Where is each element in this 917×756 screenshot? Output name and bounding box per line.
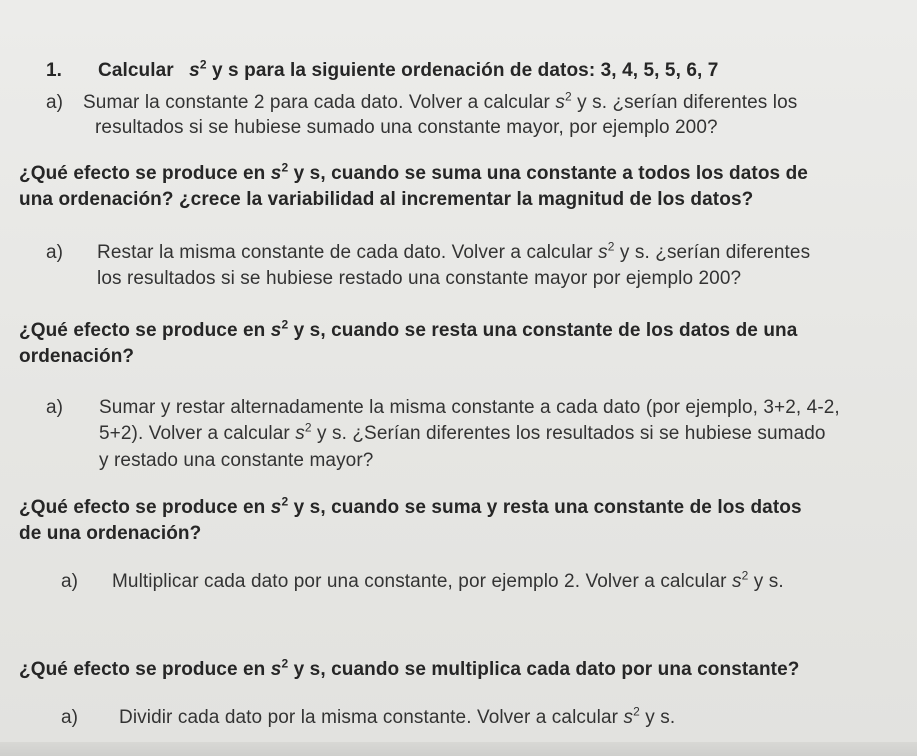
exponent: 2	[281, 160, 289, 175]
effect-3-line1	[19, 494, 802, 519]
item-text-pre: Dividir cada dato por la misma constante. Volver a calcular	[119, 707, 619, 728]
item-text-post: y s. ¿serían diferentes los	[577, 92, 798, 113]
item-label: a)	[46, 397, 64, 418]
item-text-post: y s. ¿serían diferentes	[619, 242, 811, 263]
item-label: a)	[61, 707, 79, 728]
s-symbol: s	[270, 320, 282, 341]
effect-text-pre: ¿Qué efecto se produce en	[19, 659, 266, 680]
item-text-pre: Sumar la constante 2 para cada dato. Volver a calcular	[83, 92, 550, 113]
effect-1-line1	[19, 160, 808, 185]
exponent: 2	[564, 89, 572, 104]
s-symbol: s	[270, 497, 282, 518]
s-symbol: s	[598, 242, 608, 263]
effect-text-pre: ¿Qué efecto se produce en	[19, 497, 266, 518]
item-text: Sumar y restar alternadamente la misma constante a cada dato (por ejemplo, 3+2, 4-2,	[99, 397, 840, 418]
exponent: 2	[633, 704, 640, 719]
item-a3-line2	[99, 420, 826, 445]
effect-text-post: y s, cuando se suma una constante a todos los datos de	[293, 163, 808, 184]
item-text-post: y s. ¿Serían diferentes los resultados si se hubiese sumado	[317, 423, 826, 444]
s-symbol: s	[731, 571, 742, 592]
item-label: a)	[46, 92, 64, 113]
question-text-pre: Calcular	[98, 60, 174, 81]
page-bottom-edge	[0, 742, 917, 756]
question-text-post: y s para la siguiente ordenación de datos: 3, 4, 5, 5, 6, 7	[212, 60, 719, 81]
item-a3-line1	[46, 397, 840, 419]
item-text-pre: 5+2). Volver a calcular	[99, 423, 290, 444]
item-a3-line3: y restado una constante mayor?	[99, 450, 374, 471]
exponent: 2	[741, 568, 749, 583]
item-text-pre: Multiplicar cada dato por una constante, por ejemplo 2. Volver a calcular	[112, 571, 727, 592]
item-a1-line1	[46, 89, 798, 114]
item-text-post: y s.	[645, 707, 676, 728]
item-a4-line1	[61, 568, 784, 593]
s-symbol: s	[623, 707, 634, 728]
s-symbol: s	[555, 92, 565, 113]
exponent: 2	[281, 656, 289, 671]
question-1-heading	[46, 57, 719, 82]
item-label: a)	[46, 242, 64, 263]
effect-1-line2: una ordenación? ¿crece la variabilidad al incrementar la magnitud de los datos?	[19, 189, 754, 210]
exponent: 2	[304, 420, 312, 435]
effect-4-line1	[19, 656, 800, 681]
item-a5-line1	[61, 704, 676, 729]
exponent: 2	[199, 57, 207, 72]
s-symbol: s	[295, 423, 305, 444]
s-symbol: s	[270, 659, 282, 680]
item-label: a)	[61, 571, 79, 592]
effect-2-line1	[19, 317, 798, 342]
effect-text-post: y s, cuando se suma y resta una constante de los datos	[293, 497, 802, 518]
effect-text-post: y s, cuando se resta una constante de los datos de una	[293, 320, 798, 341]
effect-text-pre: ¿Qué efecto se produce en	[19, 320, 266, 341]
item-text-post: y s.	[753, 571, 784, 592]
item-a2-line2: los resultados si se hubiese restado una constante mayor por ejemplo 200?	[97, 268, 742, 289]
s-symbol: s	[270, 163, 282, 184]
exponent: 2	[281, 494, 289, 509]
exponent: 2	[607, 239, 615, 254]
effect-text-post: y s, cuando se multiplica cada dato por una constante?	[293, 659, 800, 680]
s-symbol: s	[189, 60, 200, 81]
item-a2-line1	[46, 239, 811, 264]
item-a1-line2: resultados si se hubiese sumado una constante mayor, por ejemplo 200?	[95, 117, 718, 138]
effect-3-line2: de una ordenación?	[19, 523, 202, 544]
item-text-pre: Restar la misma constante de cada dato. Volver a calcular	[97, 242, 593, 263]
exponent: 2	[281, 317, 289, 332]
effect-2-line2: ordenación?	[19, 346, 135, 367]
question-number: 1.	[46, 60, 63, 81]
effect-text-pre: ¿Qué efecto se produce en	[19, 163, 266, 184]
